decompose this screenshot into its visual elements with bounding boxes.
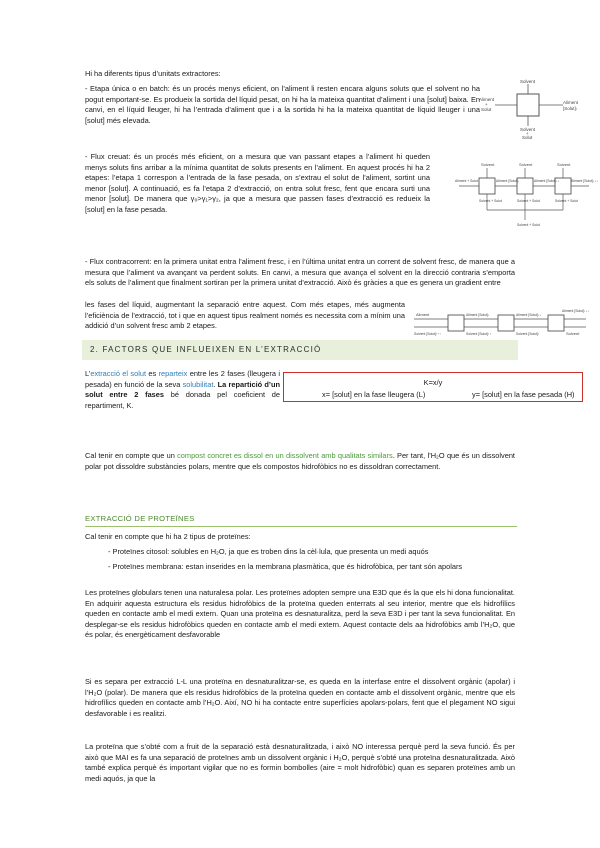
- denatured-paragraph: La proteïna que s’obté com a fruit de la separació està desnaturalitzada, i això NO interessa perquè perd la seva funció. És per això que MAI es fa una separació de proteïnes amb un dissolvent orgànic i H₂O, perquè s’obté una proteïna desnaturalitzada. Això també explica perquè és important vigilar que no es formin bombolles (aire = molt hidrofòbic) quan es separen proteïnes amb un medi aquós, ja que la: [85, 742, 515, 783]
- batch-solvent-bottom: Solvent: [520, 127, 536, 132]
- solubility-paragraph: Cal tenir en compte que un compost concret es dissol en un dissolvent amb qualitats similars. Per tant, l’H₂O que és un dissolvent polar pot dissoldre substàncies polars, mentre que els compostos hidrofòbics no es dissoldran correctament.: [85, 451, 515, 471]
- batch-paragraph: - Etapa única o en batch: és un procés menys eficient, on l’aliment li resten encara alguns soluts que el solvent no ha pogut emportant-se. Es produeix la sortida del líquid pesat, on hi ha la mateixa quantitat d’aliment i una [solut] baixa. En canvi, en el líquid lleuger, hi ha l’entrada d’aliment que i a la sortida hi ha la mateixa quantitat de líquid lleuger i una [solut] més elevada.: [85, 84, 480, 125]
- crossflow-paragraph: - Flux creuat: és un procés més eficient, on a mesura que van passant etapes a l’aliment hi queden menys soluts fins arribar a la mínima quantitat de soluts presents en l’aliment. En aquest procés hi ha 2 etapes: l’etapa 1 correspon a l’entrada de la fase pesada, on s’extrau el solut de l’aliment, sortint una menor [solut]. A continuació, es fa l’etapa 2 d’extracció, on entra solut fresc, fent que encara surti una menor [solut]. De manera que γ₀>γ₁>γ₂, ja que a mesura que passen fases d’extracció es redueix la [solut] en la fase pesada.: [85, 152, 430, 214]
- batch-aliment-in: Aliment: [479, 97, 495, 102]
- proteins-heading-rule: [85, 526, 517, 527]
- intro-text: Hi ha diferents tipus d’unitats extractores:: [85, 69, 221, 78]
- batch-solvent-bottom-plus: +: [526, 131, 529, 136]
- partition-formula-box: [283, 372, 583, 402]
- counterflow-solvent-mid-2: Solvent [Solut]↑: [516, 332, 540, 336]
- counterflow-aliment: Aliment: [416, 312, 430, 317]
- batch-aliment-in-plus: +: [485, 102, 488, 107]
- crossflow-solvent-solut-2: Solvent + Solut: [517, 199, 540, 203]
- crossflow-solvent-solut-1: Solvent + Solut: [479, 199, 502, 203]
- partition-paragraph: L’extracció el solut es reparteix entre les 2 fases (lleugera i pesada) en funció de la seva solubilitat. La repartició d’un solut entre 2 fases bé donada pel coeficient de repartiment, K.: [85, 369, 280, 410]
- batch-unit-box: [517, 94, 539, 116]
- crossflow-unit-1: [479, 178, 495, 194]
- crossflow-aliment-3: Aliment [Solut]↓↓↓: [571, 179, 598, 183]
- bullet-cytosol-proteins: - Proteïnes citosol: solubles en H₂O, ja que es troben dins la cèl·lula, que presenta un medi aquós: [108, 547, 429, 556]
- bullet-membrane-proteins: - Proteïnes membrana: estan inserides en la membrana plasmàtica, que és hidrofòbica, per tant són apolars: [108, 562, 463, 571]
- formula-x: x= [solut] en la fase lleugera (L): [322, 390, 426, 399]
- interface-paragraph: Si es separa per extracció L-L una proteïna en desnaturalitzar-se, es queda en la interfase entre el dissolvent orgànic (apolar) i l’H₂O (polar). De manera que els residus hidrofòbics de la proteïna queden en contacte amb el dissolvent orgànic, mentre que els hidrofílics queden en contacte amb l’H₂O. Així, NO hi ha contacte entre superfícies apolars-polars, fent que el plegament NO sigui desfavorable i es realitzi.: [85, 677, 515, 718]
- crossflow-aliment-1: Aliment [Solut]↓: [496, 179, 520, 183]
- crossflow-solvent-2: Solvent: [519, 162, 533, 167]
- proteins-intro: Cal tenir en compte que hi ha 2 tipus de proteïnes:: [85, 532, 251, 541]
- counterflow-solvent-in: Solvent: [566, 331, 580, 336]
- counterflow-unit-1: [448, 315, 464, 331]
- crossflow-diagram: [455, 160, 598, 230]
- crossflow-solvent-solut-out: Solvent + Solut: [517, 223, 540, 227]
- counterflow-paragraph-2: les fases del líquid, augmentant la separació entre aquest. Com més etapes, més augmenta l’eficiència de l’extracció, tot i que en aquest tipus realment només es necessita com a mínim una addició d’un solvent fresc amb 2 etapes.: [85, 300, 405, 331]
- crossflow-aliment-solut: Aliment + Solut: [455, 179, 478, 183]
- batch-diagram: [475, 80, 585, 140]
- formula-k: K=x/y: [423, 378, 443, 387]
- batch-solvent-bottom-solut: Solut: [522, 135, 533, 140]
- batch-solvent-top: Solvent: [520, 79, 536, 84]
- batch-aliment-in-solut: Solut: [481, 107, 492, 112]
- counterflow-aliment-1: Aliment [Solut]↓: [466, 313, 490, 317]
- proteins-heading: EXTRACCIÓ DE PROTEÏNES: [85, 514, 195, 523]
- crossflow-aliment-2: Aliment [Solut]↓↓: [534, 179, 560, 183]
- counterflow-solvent-out: Solvent [Solut]↑↑↑: [414, 332, 441, 336]
- counterflow-unit-3: [548, 315, 564, 331]
- batch-aliment-out-solut: [Solut]↓: [563, 106, 579, 111]
- counterflow-solvent-mid-1: Solvent [Solut]↑↑: [466, 332, 492, 336]
- counterflow-aliment-3: Aliment [Solut]↓↓↓: [562, 309, 589, 313]
- section-2-title: 2. FACTORS QUE INFLUEIXEN EN L’EXTRACCIÓ: [90, 345, 322, 354]
- batch-aliment-out: Aliment: [563, 100, 579, 105]
- counterflow-aliment-2: Aliment [Solut]↓↓: [516, 313, 542, 317]
- formula-y: y= [solut] en la fase pesada (H): [472, 390, 575, 399]
- counterflow-unit-2: [498, 315, 514, 331]
- counterflow-paragraph-1: - Flux contracorrent: en la primera unitat entra l’aliment fresc, i en l’última unitat entra un corrent de solvent fresc, de manera que a mesura que l’aliment va avançant va perdent soluts. En canvi, a mesura que avança el solvent en la direcció contraria s’emporta els soluts de l’aliment que finalment sortiran per la primera unitat d’extracció. Això és gràcies a que es genera un gradient entre: [85, 257, 515, 288]
- crossflow-solvent-solut-3: Solvent + Solut: [555, 199, 578, 203]
- crossflow-solvent-1: Solvent: [481, 162, 495, 167]
- crossflow-solvent-3: Solvent: [557, 162, 571, 167]
- globular-proteins-paragraph: Les proteïnes globulars tenen una naturalesa polar. Les proteïnes adopten sempre una E3D que és la que els hi dona funcionalitat. En adquirir aquesta estructura els residus hidrofòbics de la proteïna queden enterrats al seu interior, mentre que els hidrofílics queden en contacte amb el medi extern. Quan una proteïna es desnaturalitza, perd la seva E3D i per tant la seva funcionalitat. En desplegar-se els residus hidrofòbics queden en contacte amb el medi extern. Aquest contacte dels aa hidrofòbics amb l’H₂O, que és polar, és energèticament desfavorable: [85, 588, 515, 640]
